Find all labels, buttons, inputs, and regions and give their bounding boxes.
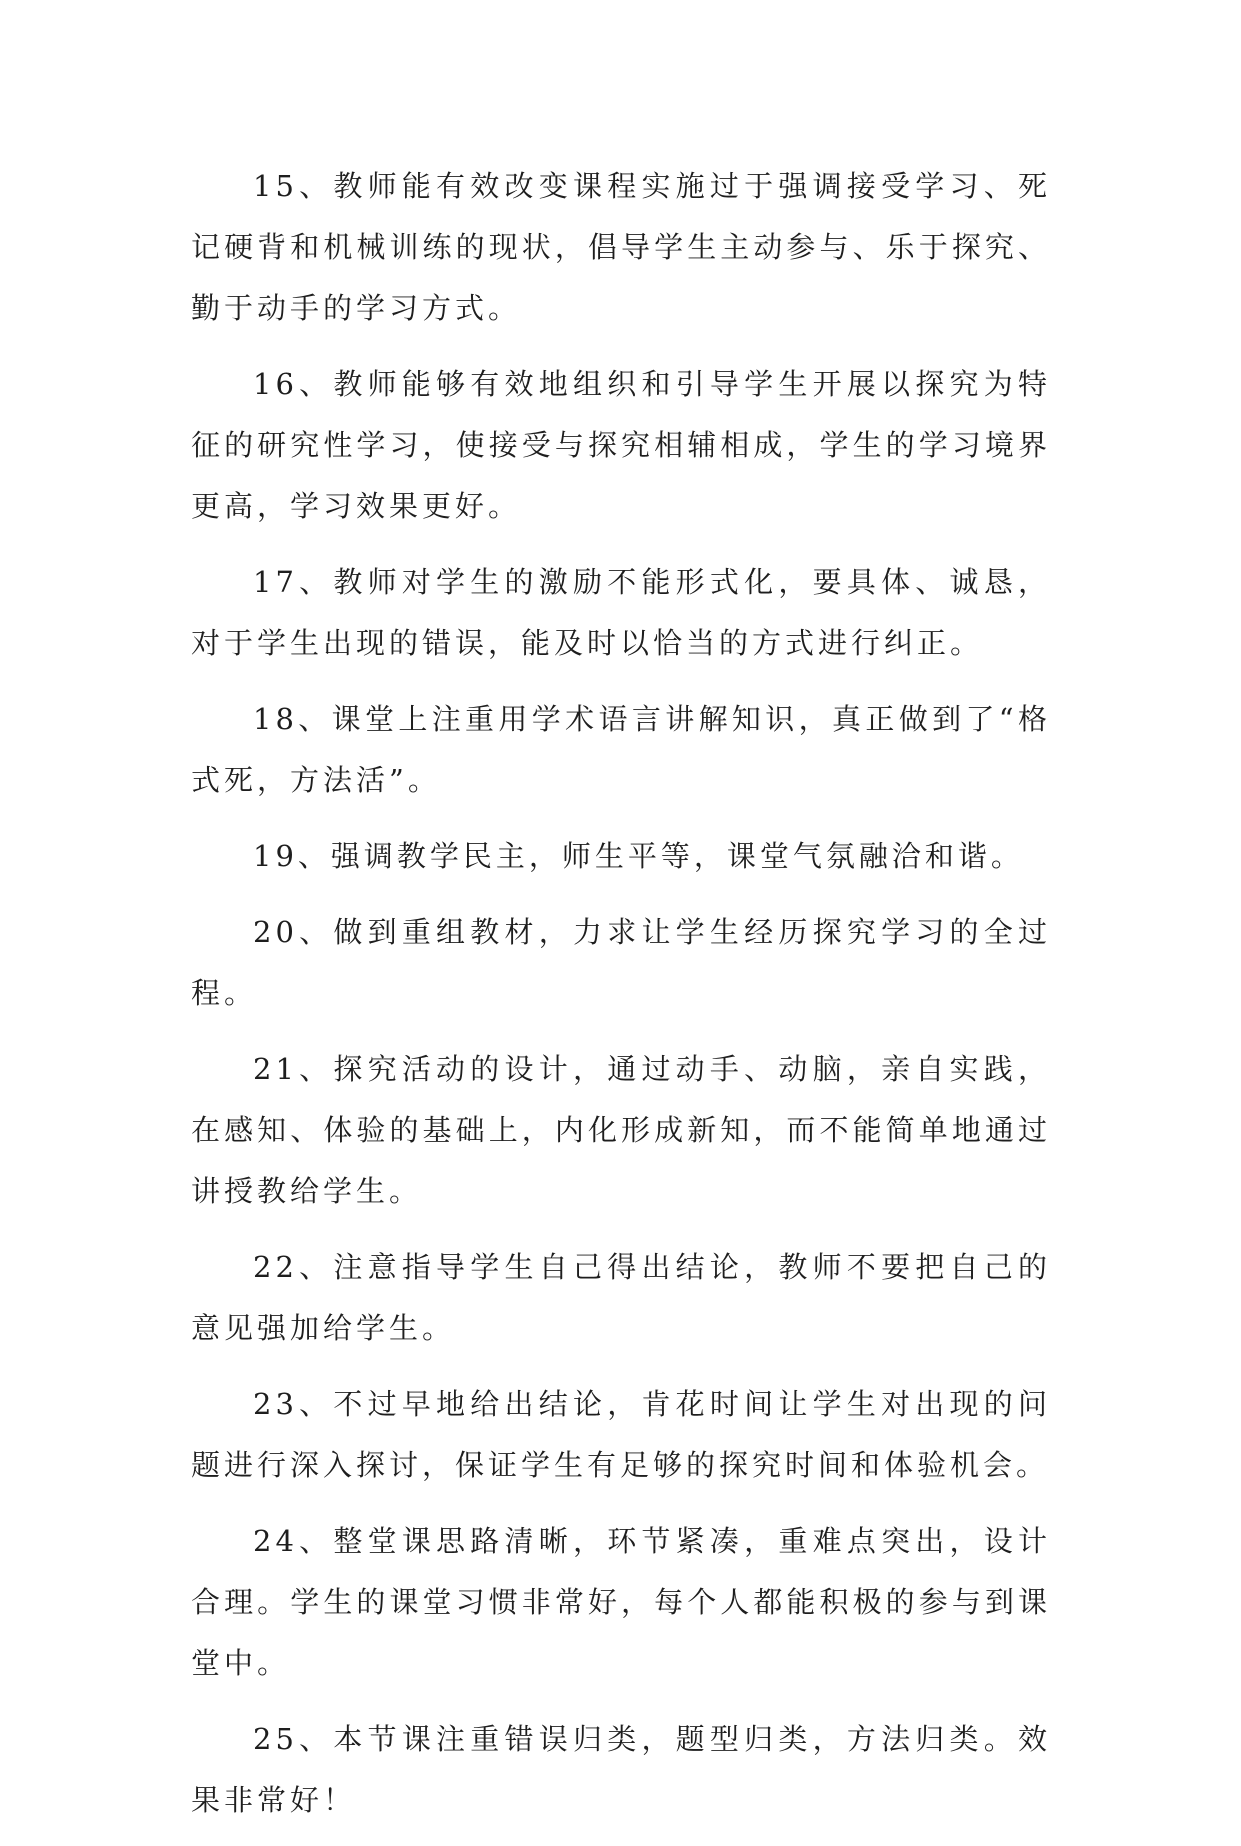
paragraph-25: 25、本节课注重错误归类，题型归类，方法归类。效果非常好！ [191,1722,1051,1817]
paragraph-20: 20、做到重组教材，力求让学生经历探究学习的全过程。 [191,915,1051,1010]
paragraph-18: 18、课堂上注重用学术语言讲解知识，真正做到了“格式死，方法活”。 [191,702,1051,797]
document-body [191,156,1051,1846]
paragraph-23: 23、不过早地给出结论，肯花时间让学生对出现的问题进行深入探讨，保证学生有足够的探究时间和体验机会。 [191,1387,1051,1482]
paragraph-21: 21、探究活动的设计，通过动手、动脑，亲自实践，在感知、体验的基础上，内化形成新知，而不能简单地通过讲授教给学生。 [191,1052,1051,1208]
paragraph-17: 17、教师对学生的激励不能形式化，要具体、诚恳，对于学生出现的错误，能及时以恰当的方式进行纠正。 [191,565,1051,660]
paragraph-15: 15、教师能有效改变课程实施过于强调接受学习、死记硬背和机械训练的现状，倡导学生主动参与、乐于探究、勤于动手的学习方式。 [191,169,1051,325]
paragraph-16: 16、教师能够有效地组织和引导学生开展以探究为特征的研究性学习，使接受与探究相辅相成，学生的学习境界更高，学习效果更好。 [191,367,1051,523]
paragraph-24: 24、整堂课思路清晰，环节紧凑，重难点突出，设计合理。学生的课堂习惯非常好，每个人都能积极的参与到课堂中。 [191,1524,1051,1680]
paragraph-22: 22、注意指导学生自己得出结论，教师不要把自己的意见强加给学生。 [191,1250,1051,1345]
paragraph-19: 19、强调教学民主，师生平等，课堂气氛融洽和谐。 [253,839,1024,873]
